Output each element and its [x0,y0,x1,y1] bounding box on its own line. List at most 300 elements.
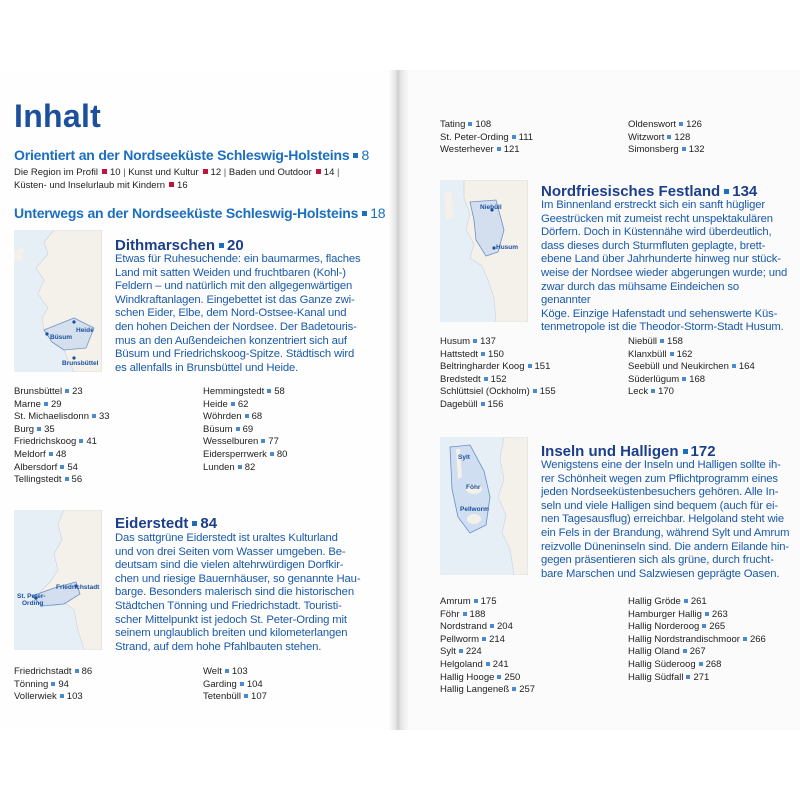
place-name: Bredstedt [440,373,481,385]
place-list-item[interactable] [14,462,110,475]
place-name: Oldenswort [628,119,677,130]
dithmarschen-map [14,230,102,372]
description-line: Strand, auf dem hohe Pfahlbauten stehen. [115,640,322,653]
bullet-icon [44,402,48,406]
place-list-item[interactable] [440,672,535,685]
place-name: Hamburger Hallig [628,608,702,620]
eiderstedt-title-text: Eiderstedt [115,515,189,532]
place-page: 48 [55,448,67,460]
bullet-icon [682,377,686,381]
place-page: 224 [465,646,482,658]
bullet-icon [270,452,274,456]
description-line: den hohen Deichen der Nordsee. Der Badetouris- [115,320,357,333]
bullet-icon [240,682,244,686]
place-name: Hemmingstedt [203,386,265,397]
place-list-item[interactable] [628,119,705,132]
place-page: 107 [251,691,267,703]
festland-description [541,199,791,335]
map-label-friedrichstadt: Friedrichstadt [56,584,100,591]
intro-heading-text: Orientiert an der Nordseeküste Schleswig-Holsteins [14,147,350,163]
place-list-item[interactable] [440,634,535,647]
bullet-icon [49,452,53,456]
place-list-item[interactable] [628,144,705,157]
place-name: Niebüll [628,336,658,347]
dithmarschen-places-col1 [14,386,110,487]
bullet-icon [37,427,41,431]
intro-heading-page: 8 [361,147,370,163]
intro-heading [14,147,369,163]
bullet-icon [463,612,467,616]
description-line: ebene Land über Jahrhunderte hinweg nur stück- [541,253,781,266]
place-page: 268 [705,658,722,670]
place-page: 151 [534,361,551,373]
bullet-icon [512,135,516,139]
place-name: Pellworm [440,633,480,645]
inseln-title-text: Inseln und Halligen [541,443,679,460]
inseln-description [541,459,796,581]
intro-line: Küsten- und Inselurlaub mit Kindern 16 [14,180,188,191]
festland-title [541,183,757,200]
bullet-icon [705,612,709,616]
place-list-item[interactable] [440,386,556,399]
map-label-ording: Ording [22,600,44,607]
place-name: Hallig Langeneß [440,684,510,696]
eiderstedt-page: 84 [200,515,218,532]
bullet-icon [683,449,688,454]
place-list-item[interactable] [203,462,287,475]
eiderstedt-map [14,510,102,650]
eiderstedt-title [115,515,217,532]
intro-lines [14,166,384,192]
description-line: barge. Besonders malerisch sind die historischen [115,586,354,599]
bullet-icon [102,169,107,174]
place-name: Süderlügum [628,373,680,385]
bullet-icon [474,599,478,603]
place-name: Burg [14,423,35,435]
bullet-icon [684,599,688,603]
map-label-sylt: Sylt [458,454,470,461]
place-name: Garding [203,678,237,690]
place-name: Eidersperrwerk [203,448,267,460]
place-page: 62 [237,398,249,410]
place-list-item[interactable] [440,119,533,132]
bullet-icon [244,694,248,698]
bullet-icon [683,649,687,653]
place-list-item[interactable] [14,474,110,487]
place-name: Hallig Südfall [628,671,684,683]
place-name: Husum [440,336,471,347]
place-page: 58 [274,386,285,397]
place-page: 263 [711,608,728,620]
bullet-icon [481,402,485,406]
description-line: Büsum und Friedrichskoog-Spitze. Städtisch wird [115,348,355,361]
bullet-icon [231,402,235,406]
place-page: 137 [480,336,496,347]
place-name: Witzwort [628,131,665,143]
map-label-husum: Husum [496,244,519,251]
place-name: Westerhever [440,144,494,156]
description-line: seinem unglaublich breiten und kilometerlangen [115,627,348,640]
place-page: 121 [503,144,520,156]
bullet-icon [497,147,501,151]
inseln-title [541,443,716,460]
bullet-icon [732,364,736,368]
bullet-icon [667,135,671,139]
place-list-item[interactable] [628,132,705,145]
place-list-item[interactable] [440,684,535,697]
description-line: dass dieses durch Sturmfluten geplagte, brett- [541,239,766,252]
place-name: Beltringharder Koog [440,361,525,373]
place-name: Helgoland [440,658,483,670]
description-line: Dörfern. Doch in Küstennähe wird überdeutlich, [541,226,772,239]
place-page: 170 [658,386,674,398]
place-list-item[interactable] [628,646,766,659]
place-page: 94 [58,678,69,690]
description-line: Im Binnenland erstreckt sich ein sanft hügliger [541,199,766,211]
place-name: Leck [628,386,649,398]
description-line: Windkraftanlagen. Eingebettet ist das Ganze zwi- [115,293,355,306]
unterwegs-heading-text: Unterwegs an der Nordseeküste Schleswig-Holsteins [14,205,359,221]
place-page: 86 [81,666,93,677]
bullet-icon [699,662,703,666]
description-line: bare Marschen und Salzwiesen geprägte Oasen. [541,567,780,580]
festland-title-text: Nordfriesisches Festland [541,183,721,200]
bullet-icon [225,669,229,673]
place-page: 150 [488,348,504,360]
place-page: 214 [489,633,505,645]
bullet-icon [724,189,729,194]
place-page: 266 [749,633,766,645]
place-page: 271 [693,671,710,683]
bullet-icon [203,169,208,174]
description-line: weise der Nordsee wieder abgerungen wurde; und [541,266,788,279]
dithmarschen-title-text: Dithmarschen [115,237,216,254]
place-list-item[interactable] [203,411,287,424]
bullet-icon [236,427,240,431]
bullet-icon [65,477,69,481]
place-list-item[interactable] [628,374,755,387]
dithmarschen-page: 20 [227,237,244,254]
dithmarschen-description [115,253,395,375]
place-page: 175 [480,596,497,607]
description-line: gegen präsentieren sich als grüne, durch frucht- [541,554,774,567]
description-line: Etwas für Ruhesuchende: ein baumarmes, flaches [115,253,361,265]
bullet-icon [682,147,686,151]
place-page: 162 [676,348,693,360]
description-line: Köge. Einzige Hafenstadt und sehenswerte Küs- [541,307,778,320]
inseln-map [440,437,528,575]
place-page: 82 [244,461,256,473]
place-name: Tating [440,119,466,130]
place-list-item[interactable] [14,424,110,437]
place-name: Hallig Süderoog [628,658,696,670]
place-name: Tönning [14,678,49,690]
place-name: Heide [203,398,228,410]
place-page: 33 [98,411,110,423]
description-line: nen Tagesausflug) erreichbar. Helgoland steht wie [541,513,785,526]
place-list-item[interactable] [628,634,766,647]
description-line: und von drei Seiten vom Wasser umgeben. Be- [115,545,346,558]
inseln-places-col1 [440,596,535,697]
eiderstedt-description [115,532,395,654]
place-list-item[interactable] [203,424,287,437]
map-label-buesum: Büsum [50,334,73,341]
description-line: ein Fels in der Brandung, während Sylt und Amrum [541,526,790,539]
place-list-item[interactable] [440,132,533,145]
place-name: Meldorf [14,448,46,460]
intro-line: Die Region im Profil 10 | Kunst und Kultur 12 | Baden und Outdoor 14 | [14,167,340,178]
description-line: schen Eider, Elbe, dem Nord-Ostsee-Kanal und [115,307,347,320]
bullet-icon [651,389,655,393]
bullet-icon [362,211,367,216]
place-name: Friedrichstadt [14,666,72,677]
place-name: Wöhrden [203,411,242,423]
place-list-item[interactable] [203,679,267,692]
place-list-item[interactable] [14,666,92,679]
place-page: 69 [242,423,254,435]
bullet-icon [60,465,64,469]
place-page: 126 [686,119,702,130]
bullet-icon [486,662,490,666]
place-list-item[interactable] [14,436,110,449]
bullet-icon [245,414,249,418]
place-list-item[interactable] [628,621,766,634]
dithmarschen-places-col2 [203,386,287,474]
place-page: 29 [50,398,62,410]
description-line: jeden Nordseeküstenbesuchers gehören. Alle In- [541,486,779,499]
place-list-item[interactable] [14,386,110,399]
bullet-icon [702,624,706,628]
place-page: 152 [490,373,507,385]
place-list-item[interactable] [203,691,267,704]
map-label-pellworm: Pellworm [460,506,489,513]
festland-places-col2 [628,336,755,399]
bullet-icon [353,153,358,158]
bullet-icon [316,169,321,174]
place-name: St. Michaelisdonn [14,411,89,423]
place-list-item[interactable] [440,336,556,349]
place-list-item[interactable] [440,646,535,659]
bullet-icon [473,339,477,343]
place-list-item[interactable] [440,374,556,387]
place-page: 103 [231,666,248,677]
place-list-item[interactable] [14,411,110,424]
bullet-icon [51,682,55,686]
bullet-icon [468,122,472,126]
bullet-icon [484,377,488,381]
bullet-icon [533,389,537,393]
page-title: Inhalt [14,98,102,134]
place-list-item[interactable] [440,399,556,412]
description-line: tenmetropole ist die Theodor-Storm-Stadt Husum. [541,321,784,334]
place-list-item[interactable] [440,596,535,609]
bullet-icon [60,694,64,698]
place-name: Dagebüll [440,398,478,410]
place-list-item[interactable] [440,349,556,362]
place-page: 23 [72,386,83,397]
unterwegs-heading [14,205,385,221]
bullet-icon [238,465,242,469]
place-name: Friedrichskoog [14,436,77,448]
place-name: Hallig Hooge [440,671,495,683]
place-name: Marne [14,398,41,410]
description-line: Feldern – und natürlich mit den allgegenwärtigen [115,280,353,293]
place-page: 104 [246,678,263,690]
place-name: Nordstrand [440,621,487,633]
place-list-item[interactable] [440,361,556,374]
eiderstedt-places-col2 [203,666,267,704]
bullet-icon [497,675,501,679]
bullet-icon [92,414,96,418]
place-list-item[interactable] [440,621,535,634]
bullet-icon [482,637,486,641]
map-label-niebuell: Niebüll [480,204,502,211]
place-name: Brunsbüttel [14,386,63,397]
bullet-icon [670,352,674,356]
place-name: Hallig Norderoog [628,621,700,633]
place-list-item[interactable] [628,361,755,374]
description-line: mus an den Außendeichen konzentriert sich auf [115,334,347,347]
place-name: St. Peter-Ording [440,131,509,143]
description-line: Das sattgrüne Eiderstedt ist uraltes Kulturland [115,532,338,544]
bullet-icon [660,339,664,343]
dithmarschen-title [115,237,244,254]
place-list-item[interactable] [628,349,755,362]
place-page: 56 [71,474,83,486]
description-line: es allenfalls in Brunsbüttel und Heide. [115,361,299,374]
description-line: reizvolle Düneninseln sind. Die andern Eilande hin- [541,540,789,553]
place-page: 132 [688,144,705,156]
place-page: 108 [475,119,492,130]
place-page: 68 [251,411,263,423]
place-name: Seebüll und Neukirchen [628,361,729,373]
eiderstedt-places-col3 [440,119,533,157]
place-list-item[interactable] [628,659,766,672]
place-list-item[interactable] [203,449,287,462]
unterwegs-heading-page: 18 [370,205,386,221]
festland-places-col1 [440,336,556,412]
place-list-item[interactable] [203,666,267,679]
place-name: Welt [203,666,222,677]
description-line: Geestrücken mit zumeist recht unspektakulären [541,212,773,225]
place-page: 35 [44,423,55,435]
place-page: 168 [689,373,706,385]
festland-page: 134 [732,183,758,200]
place-name: Wesselburen [203,436,259,448]
bullet-icon [512,687,516,691]
place-name: Sylt [440,646,456,658]
map-label-heide: Heide [76,327,94,334]
map-label-foehr: Föhr [466,484,481,491]
place-name: Tellingstedt [14,474,62,486]
place-list-item[interactable] [628,609,766,622]
bullet-icon [490,624,494,628]
place-name: Amrum [440,596,471,607]
place-list-item[interactable] [14,691,92,704]
description-line: zwar durch das mühsame Eindeichen so genannter [541,280,740,307]
place-page: 250 [504,671,521,683]
place-list-item[interactable] [14,449,110,462]
place-page: 265 [709,621,726,633]
place-list-item[interactable] [203,386,287,399]
place-page: 257 [519,684,536,696]
place-page: 158 [667,336,683,347]
inseln-places-col2 [628,596,766,684]
place-page: 80 [276,448,288,460]
eiderstedt-places-col4 [628,119,705,157]
place-page: 41 [86,436,97,448]
bullet-icon [65,389,69,393]
place-page: 77 [268,436,279,448]
place-list-item[interactable] [203,399,287,412]
map-label-brunsbuettel: Brunsbüttel [62,360,99,367]
bullet-icon [75,669,79,673]
place-page: 111 [518,131,534,143]
description-line: Wenigstens eine der Inseln und Halligen sollte ih- [541,459,781,471]
place-list-item[interactable] [203,436,287,449]
place-name: Hallig Gröde [628,596,681,607]
description-line: chen und riesige Bauernhäuser, so genannte Hau- [115,572,361,585]
bullet-icon [79,439,83,443]
eiderstedt-places-col1 [14,666,92,704]
place-name: Föhr [440,608,460,620]
place-name: Albersdorf [14,461,58,473]
place-page: 156 [487,398,504,410]
place-list-item[interactable] [14,399,110,412]
place-list-item[interactable] [628,672,766,685]
description-line: seln und viele Halligen sind bequem (auch für ei- [541,499,778,512]
place-name: Hallig Oland [628,646,680,658]
place-page: 103 [66,691,83,703]
place-page: 155 [539,386,556,398]
bullet-icon [169,182,174,187]
bullet-icon [528,364,532,368]
place-page: 188 [469,608,486,620]
place-name: Simonsberg [628,144,679,156]
place-name: Lunden [203,461,235,473]
place-name: Hallig Nordstrandischmoor [628,633,740,645]
place-list-item[interactable] [440,144,533,157]
place-page: 261 [690,596,707,607]
place-page: 267 [689,646,706,658]
bullet-icon [267,389,271,393]
place-name: Büsum [203,423,233,435]
place-name: Hattstedt [440,348,479,360]
bullet-icon [686,675,690,679]
place-name: Schlüttsiel (Ockholm) [440,386,530,398]
place-name: Klanxbüll [628,348,667,360]
place-list-item[interactable] [628,336,755,349]
bullet-icon [481,352,485,356]
bullet-icon [192,521,197,526]
festland-map [440,180,528,322]
place-page: 241 [492,658,509,670]
place-list-item[interactable] [628,596,766,609]
place-list-item[interactable] [628,386,755,399]
place-page: 128 [674,131,691,143]
description-line: deutsam sind die vielen altehrwürdigen Dorfkir- [115,559,344,572]
map-label-st-peter: St. Peter- [17,593,46,600]
place-list-item[interactable] [440,659,535,672]
place-name: Tetenbüll [203,691,242,703]
bullet-icon [261,439,265,443]
place-list-item[interactable] [14,679,92,692]
description-line: Land mit satten Weiden und fruchtbaren (Kohl-) [115,266,346,279]
bullet-icon [219,243,224,248]
place-name: Vollerwiek [14,691,57,703]
place-list-item[interactable] [440,609,535,622]
place-page: 204 [497,621,513,633]
